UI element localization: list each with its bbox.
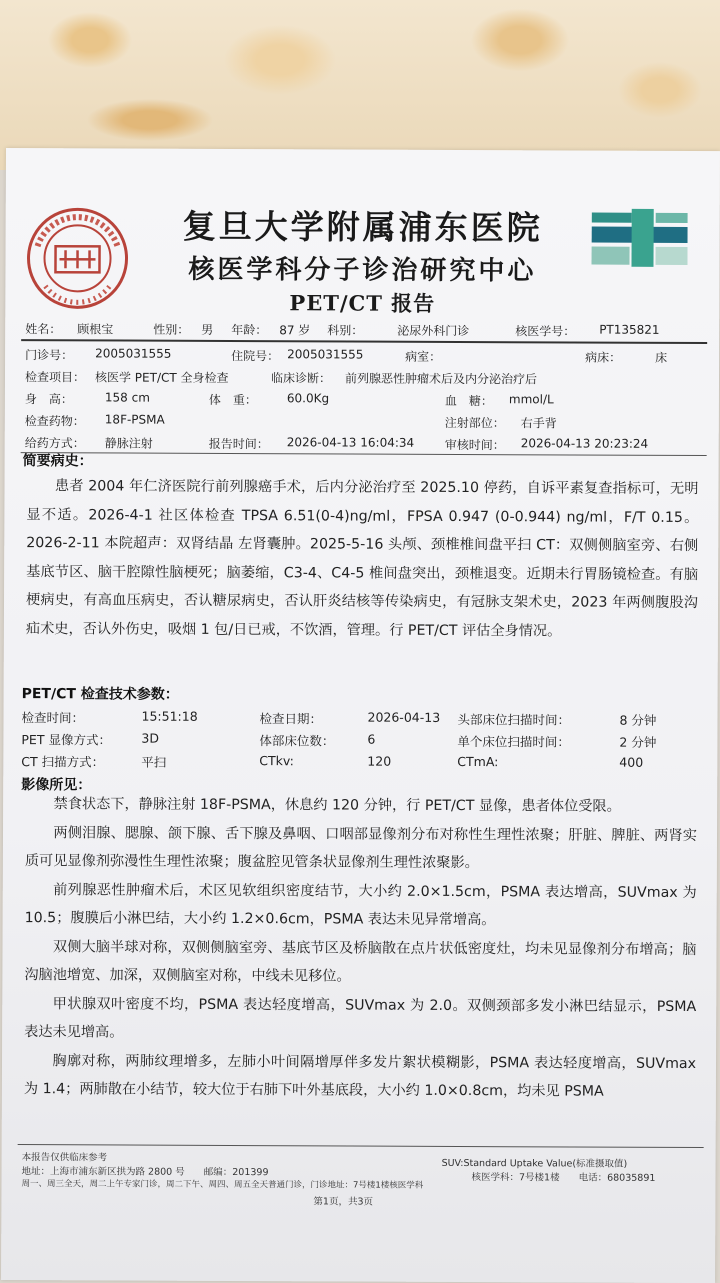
weight-value: 60.0Kg [286,391,330,406]
patient-age: 87 岁 [279,323,311,338]
findings-title: 影像所见： [21,777,92,794]
exam-date-label: 检查日期： [259,711,323,727]
single-bed-time: 2 分钟 [619,734,657,750]
inpatient-label: 住院号： [231,348,280,364]
footer-suv: SUV:Standard Uptake Value(标准摄取值) [441,1157,628,1170]
tech-title: PET/CT 检查技术参数： [21,686,179,703]
ct-mode-label: CT 扫描方式： [21,754,105,770]
report-page [1,148,720,1283]
hospital-name: 复旦大学附属浦东医院 [182,206,543,248]
footer-divider [18,1144,704,1148]
head-scan-label: 头部床位扫描时间： [457,711,571,728]
diag-label: 临床诊断： [270,371,332,386]
ctkv-label: CTkv: [259,753,294,769]
drug-label: 检查药物： [24,414,85,429]
finding-paragraph-1: 禁食状态下，静脉注射 18F-PSMA，休息约 120 分钟，行 PET/CT 显像，患者体位受限。 [53,796,621,815]
finding-paragraph-2: 两侧泪腺、腮腺、颌下腺、舌下腺及鼻咽、口咽部显像剂分布对称性生理性浓聚；肝脏、脾脏、两肾实质可见显像剂弥漫性生理性浓聚；腹盆腔见管条状显像剂生理性浓聚影。 [24,824,698,872]
ward-label: 病室： [405,349,442,364]
divider [21,339,707,344]
history-text [26,472,699,646]
patient-sex: 男 [201,322,214,337]
divider [21,452,707,456]
findings-text [24,790,697,1106]
report-time-label: 报告时间： [208,436,269,452]
footer-address: 地址：上海市浦东新区拱为路 2800 号 邮编：201399 [21,1166,269,1179]
outpatient-no: 2005031555 [95,346,172,361]
bed-value: 床 [655,350,668,365]
finding-paragraph-5: 甲状腺双叶密度不均，PSMA 表达轻度增高，SUVmax 为 2.0。双侧颈部多发小淋巴结显示，PSMA 表达未见增高。 [24,995,697,1041]
tablecloth-background [0,0,720,170]
patient-dept: 泌尿外科门诊 [397,323,470,339]
outpatient-label: 门诊号： [25,348,74,363]
glucose-label: 血 糖： [444,393,493,409]
drug-value: 18F-PSMA [104,412,165,427]
page-number: 第1页，共3页 [313,1196,374,1208]
ctma-label: CTmA: [457,753,499,770]
finding-paragraph-3: 前列腺恶性肿瘤术后，术区见软组织密度结节，大小约 2.0×1.5cm，PSMA 表达增高，SUVmax 为 10.5；腹膜后小淋巴结，大小约 1.2×0.6cm，PSMA 表达未见异常增高。 [24,881,697,929]
review-time-label: 审核时间： [444,437,505,453]
nm-no-label: 核医学号： [515,324,576,339]
report-time: 2026-04-13 16:04:34 [286,435,415,450]
site-value: 右手背 [520,416,557,431]
diag-value: 前列腺恶性肿瘤术后及内分泌治疗后 [344,371,538,387]
height-label: 身 高： [24,392,73,407]
route-value: 静脉注射 [104,436,153,451]
bed-label: 病床： [585,350,622,365]
history-paragraph: 患者 2004 年仁济医院行前列腺癌手术，后内分泌治疗至 2025.10 停药，自诉平素复查指标可，无明显不适。2026-4-1 社区体检查 TPSA 6.51(0-4)ng/ml，FPSA 0.947 (0-0.944) ng/ml，F/T 0.15。2026-2-11 本院超声：双肾结晶 左肾囊肿。2025-5-16 头颅、颈椎椎间盘平扫 CT：双侧侧脑室旁、右侧基底节区、脑干腔隙性脑梗死；脑萎缩，C3-4、C4-5 椎间盘突出，颈椎退变。近期未行胃肠镜检查。有脑梗病史，有高血压病史，否认糖尿病史，否认肝炎结核等传染病史，有冠脉支架术史，2023 年两侧腹股沟疝术史，否认外伤史，吸烟 1 包/日已戒，不饮酒，管理。行 PET/CT 评估全身情况。 [25,478,699,639]
ctma-value: 400 [619,754,644,770]
exam-label: 检查项目： [24,370,86,385]
ct-mode: 平扫 [141,754,167,770]
site-label: 注射部位： [444,415,505,431]
history-title: 简要病史： [22,453,93,470]
single-bed-label: 单个床位扫描时间： [457,733,570,750]
head-scan-time: 8 分钟 [619,712,657,728]
height-value: 158 cm [104,390,150,405]
footer-contact: 核医学科：7号楼1楼 电话：68035891 [471,1172,656,1184]
nm-no: PT135821 [599,322,660,337]
age-label: 年龄： [231,322,268,338]
review-time: 2026-04-13 20:23:24 [520,436,649,451]
bed-count: 6 [367,731,376,747]
patient-name: 顾根宝 [77,322,114,337]
finding-paragraph-4: 双侧大脑半球对称，双侧侧脑室旁、基底节区及桥脑散在点片状低密度灶，均未见显像剂分布增高；脑沟脑池增宽、加深，双侧脑室对称，中线未见移位。 [24,938,697,985]
ctkv-value: 120 [367,753,392,769]
exam-time-label: 检查时间： [21,710,85,726]
sex-label: 性别： [153,322,190,337]
tech-params [21,708,711,777]
weight-label: 体 重： [208,392,257,408]
name-label: 姓名： [25,322,62,337]
glucose-unit: mmol/L [508,392,554,407]
exam-date: 2026-04-13 [367,709,441,725]
footer-schedule: 周一、周三全天，周二上午专家门诊，周二下午、周四、周五全天普通门诊，门诊地址：7号楼1楼核医学科 [21,1179,424,1191]
report-title: PET/CT 报告 [289,290,436,316]
pet-mode: 3D [141,730,160,746]
footer-note: 本报告仅供临床参考 [21,1152,108,1164]
route-label: 给药方式： [24,436,85,451]
exam-time: 15:51:18 [141,708,198,724]
bed-count-label: 体部床位数： [259,733,335,749]
department-name: 核医学科分子诊治研究中心 [188,254,537,287]
inpatient-no: 2005031555 [287,347,364,362]
exam-value: 核医学 PET/CT 全身检查 [94,370,229,385]
pet-mode-label: PET 显像方式： [21,732,111,748]
finding-paragraph-6: 胸廓对称，两肺纹理增多，左肺小叶间隔增厚伴多发片絮状模糊影，PSMA 表达轻度增高，SUVmax 为 1.4；两肺散在小结节，较大位于右肺下叶外基底段，大小约 1.0×0.8cm，均未见 PSMA [23,1052,697,1100]
dept-label: 科别： [327,323,364,338]
